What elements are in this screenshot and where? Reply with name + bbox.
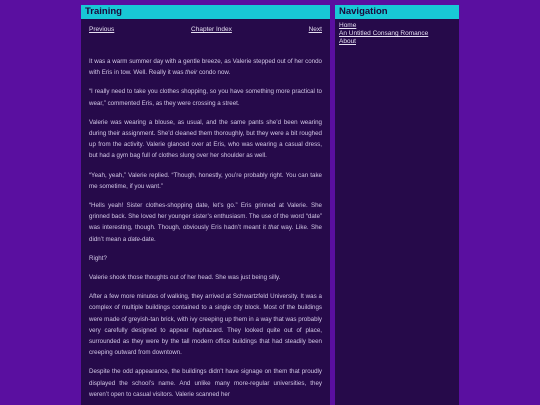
paragraph-text: Valerie was wearing a blouse, as usual, and the same pants she’d been wearing during their assignment. She’d cleaned them thoroughly, but they were a bit roughed up from the activity. Valerie glanced over at Eris, who was wearing a casual dress, but had a gym bag full of clothes slung over her shoulder as well. — [89, 118, 322, 160]
paragraph — [89, 56, 322, 78]
emphasis-text: their — [185, 69, 198, 77]
nav-link[interactable]: About — [339, 38, 356, 45]
paragraph-text: Despite the odd appearance, the buildings didn’t have signage on them that proudly displayed the school’s name. And unlike many more-regular universities, they weren’t open to casual visitors. Valerie scanned her — [89, 368, 322, 398]
nav-link[interactable]: Home — [339, 22, 357, 29]
paragraph-text: After a few more minutes of walking, they arrived at Schwartzfeld University. It was a complex of multiple buildings contained to a single city block. Most of the buildings were made of greyish-tan brick, with ivy creeping up them in a way that was probably very carefully designed to appear haphazard. They looked quite out of place, surrounded as they were by the tall modern office buildings that had steadily been creeping outward from downtown. — [89, 293, 322, 357]
navigation-title: Navigation — [335, 5, 459, 19]
paragraph — [89, 86, 322, 108]
paragraph-text: Right? — [89, 254, 107, 262]
paragraph-text: “Hells yeah! Sister clothes-shopping date, let’s go.” Eris grinned at Valerie. She grinned back. She loved her younger sister’s enthusiasm. The use of the word “date” was interesting, though. Though, obviously Eris hadn’t meant it — [89, 202, 322, 232]
paragraph-text: condo now. — [197, 69, 231, 77]
paragraph-text: “I really need to take you clothes shopping, so you have something more practical to wear,” commented Eris, as they were crossing a street. — [89, 88, 322, 107]
paragraph — [89, 291, 322, 358]
paragraph — [89, 200, 322, 245]
paragraph-text: It was a warm summer day with a gentle breeze, as Valerie stepped out of her condo with Eris in tow. Well. Really it was — [89, 58, 322, 77]
paragraph — [89, 366, 322, 400]
chapter-index-link[interactable]: Chapter Index — [191, 26, 232, 33]
paragraph-text: -date. — [139, 235, 156, 243]
next-link[interactable]: Next — [308, 26, 322, 33]
nav-link[interactable]: An Untitled Consang Romance — [339, 30, 429, 37]
chapter-navigation — [81, 26, 330, 33]
paragraph — [89, 272, 322, 283]
emphasis-text: date — [127, 235, 140, 243]
paragraph-text: “Yeah, yeah,” Valerie replied. “Though, honestly, you’re probably right. You can take me sometime, if you want.” — [89, 171, 322, 190]
chapter-content — [81, 56, 330, 400]
paragraph — [89, 253, 322, 264]
paragraph-text: way. Like. She didn’t mean a — [89, 224, 322, 243]
emphasis-text: that — [268, 224, 279, 232]
chapter-panel — [81, 5, 330, 405]
paragraph-text: Valerie shook those thoughts out of her head. She was just being silly. — [89, 274, 281, 282]
navigation-links — [335, 19, 459, 49]
chapter-title: Training — [81, 5, 330, 19]
paragraph — [89, 170, 322, 192]
paragraph — [89, 117, 322, 162]
navigation-panel — [335, 5, 459, 405]
previous-link[interactable]: Previous — [89, 26, 115, 33]
